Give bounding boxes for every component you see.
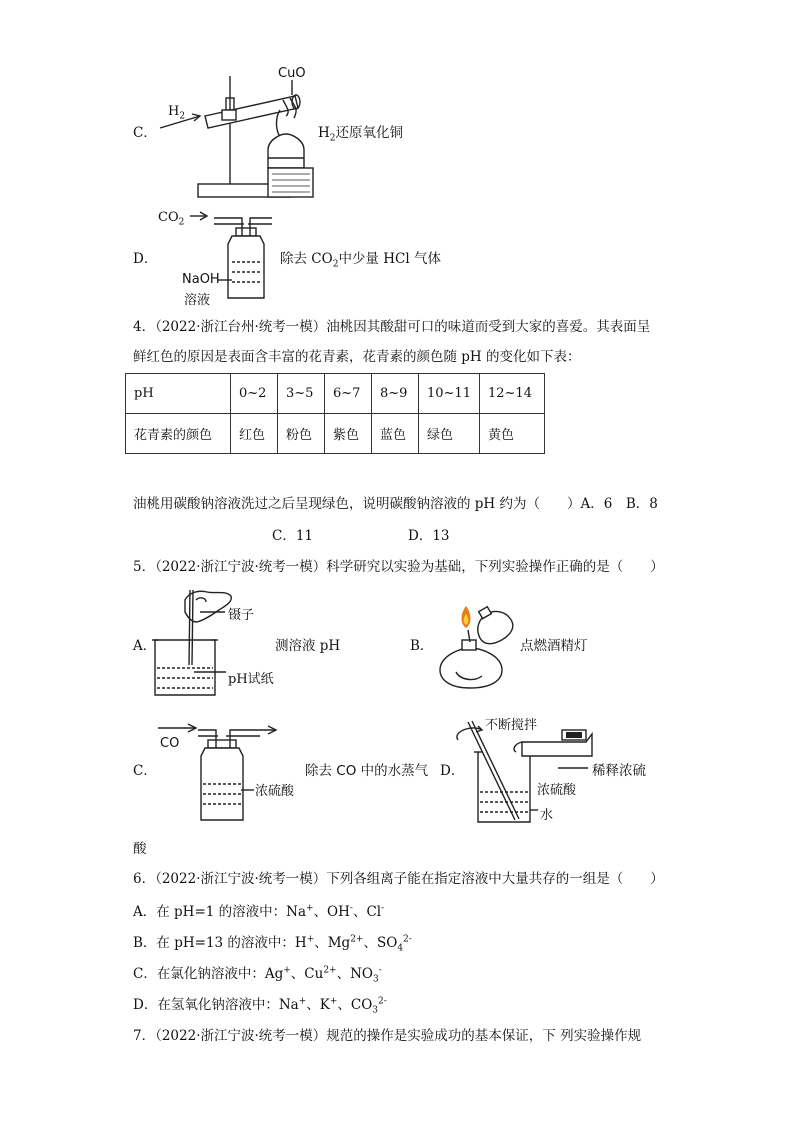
q3-option-d-letter: D． [133,251,158,267]
tweezers-label: 镊子 [228,608,255,623]
q5-stem: 5．（2022·浙江宁波·统考一模）科学研究以实验为基础，下列实验操作正确的是（ ） [133,559,664,575]
q3-option-c-letter: C． [133,125,157,141]
table-cell: 花青素的颜色 [126,414,231,454]
q4-question: 油桃用碳酸钠溶液洗过之后呈现绿色，说明碳酸钠溶液的 pH 约为（ ）A．6 B．8 [133,496,658,512]
stir-label: 不断搅拌 [485,718,538,733]
q6-stem: 6．（2022·浙江宁波·统考一模）下列各组离子能在指定溶液中大量共存的一组是（ ） [133,871,664,887]
q3-option-c-desc: $H_2$还原氧化铜 [318,125,404,144]
table-cell: 红色 [231,414,278,454]
h2-label: $H_2$ [168,104,186,122]
naoh-label: NaOH [182,272,220,287]
ph-paper-label: pH试纸 [228,672,274,687]
q4-option-c: C．11 [272,528,314,544]
q7-stem: 7．（2022·浙江宁波·统考一模）规范的操作是实验成功的基本保证，下 列实验操作规 [133,1028,642,1044]
table-cell: 粉色 [278,414,325,454]
q5-option-d-desc-tail: 酸 [133,841,147,857]
q3-option-d-desc: 除去 $CO_2$中少量 HCl 气体 [280,251,441,270]
table-cell: 蓝色 [372,414,419,454]
water-label: 水 [540,808,554,823]
q6-option-c: C．在氯化钠溶液中：Ag+、$Cu^{2+}$、$NO_3^-$ [133,965,382,985]
conc-sulfuric-label: 浓硫酸 [255,784,295,799]
table-cell: pH [126,374,231,414]
q4-stem-line1: 4．（2022·浙江台州·统考一模）油桃因其酸甜可口的味道而受到大家的喜爱。其表面呈 [133,319,651,335]
q5-option-d-desc: 稀释浓硫 [592,763,646,779]
table-cell: 绿色 [419,414,480,454]
table-cell: 3~5 [278,374,325,414]
q6-option-b: B．在 pH=13 的溶液中：H+、$Mg^{2+}$、$SO_4^{2-}$ [133,934,412,954]
table-cell: 黄色 [480,414,545,454]
q6-option-d: D．在氢氧化钠溶液中：Na+、K+、$CO_3^{2-}$ [133,996,387,1016]
co2-label: $CO_2$ [158,210,185,228]
d-acid-label: 浓硫酸 [537,783,577,798]
co-label: CO [160,736,180,751]
cuo-label: CuO [278,66,306,81]
q5-option-b-letter: B． [410,638,434,654]
table-cell: 紫色 [325,414,372,454]
table-cell: 0~2 [231,374,278,414]
naoh-solution-label: 溶液 [184,293,211,308]
q5-option-b-desc: 点燃酒精灯 [520,638,588,654]
q4-stem-line2: 鲜红色的原因是表面含丰富的花青素，花青素的颜色随 pH 的变化如下表： [133,349,581,365]
q5-option-a-letter: A． [133,638,157,654]
table-cell: 12~14 [480,374,545,414]
q5-option-c-letter: C． [133,763,157,779]
q4-option-d: D．13 [408,528,450,544]
q6-option-a: A．在 pH=1 的溶液中：Na+、OH-、Cl- [133,903,385,920]
table-cell: 8~9 [372,374,419,414]
table-cell: 10~11 [419,374,480,414]
q5-option-d-letter: D． [440,763,465,779]
q5-option-c-desc: 除去 CO 中的水蒸气 [305,763,429,779]
q5-option-a-desc: 测溶液 pH [275,638,341,654]
table-cell: 6~7 [325,374,372,414]
